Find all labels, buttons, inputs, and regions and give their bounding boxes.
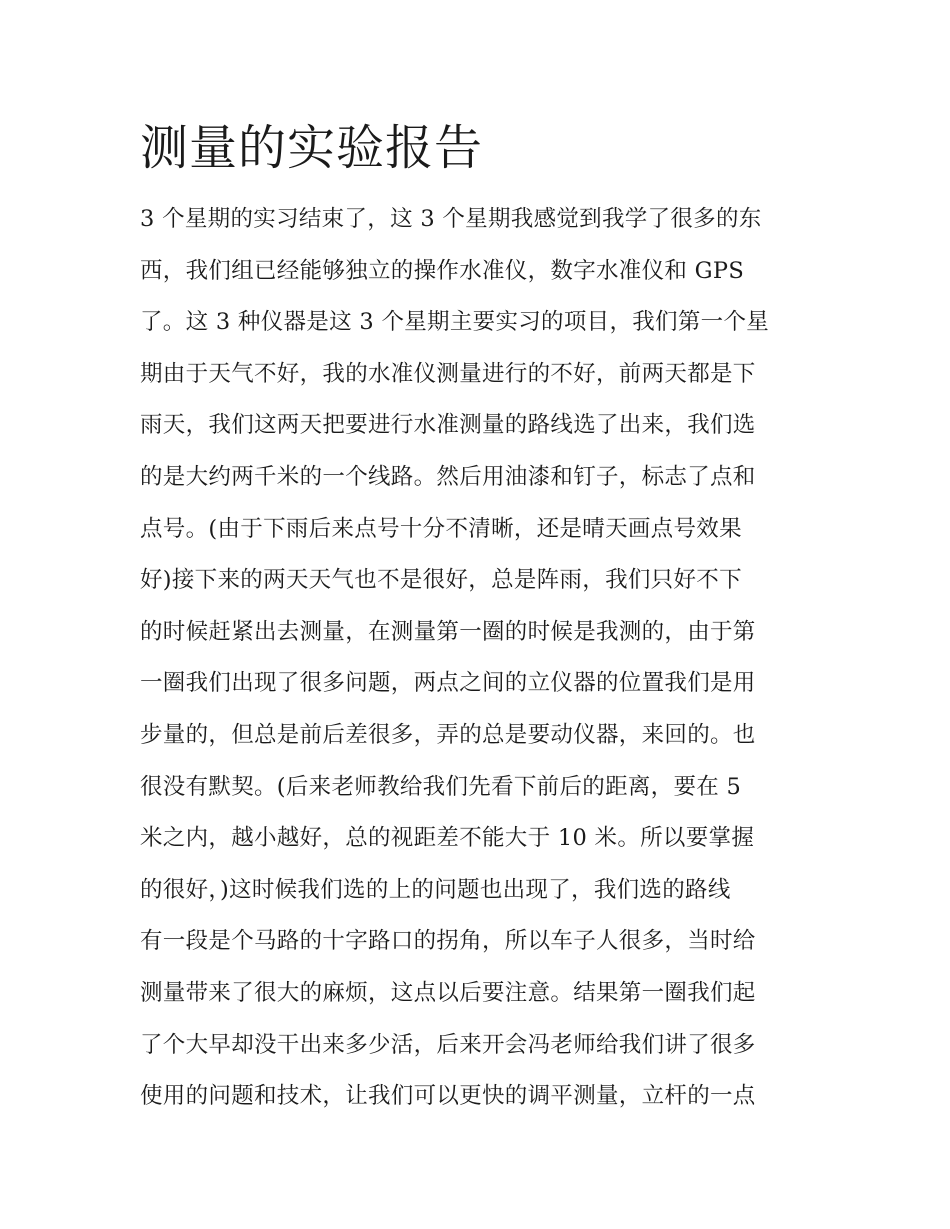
body-line: 3 个星期的实习结束了，这 3 个星期我感觉到我学了很多的东 [140, 206, 762, 232]
body-line: 米之内，越小越好，总的视距差不能大于 10 米。所以要掌握 [140, 825, 755, 852]
document-body [140, 194, 820, 1123]
body-line: 步量的，但总是前后差很多，弄的总是要动仪器，来回的。也 [140, 721, 756, 748]
body-line: 的是大约两千米的一个线路。然后用油漆和钉子，标志了点和 [140, 463, 756, 490]
body-line: 很没有默契。(后来老师教给我们先看下前后的距离，要在 5 [140, 773, 742, 800]
body-line: 的很好，)这时候我们选的上的问题也出现了，我们选的路线 [140, 876, 731, 903]
body-line: 好)接下来的两天天气也不是很好，总是阵雨，我们只好不下 [140, 567, 742, 594]
body-line: 了个大早却没干出来多少活，后来开会冯老师给我们讲了很多 [140, 1031, 756, 1058]
body-line: 了。这 3 种仪器是这 3 个星期主要实习的项目，我们第一个星 [140, 309, 770, 336]
body-line: 西，我们组已经能够独立的操作水准仪，数字水准仪和 GPS [140, 257, 745, 284]
body-line: 一圈我们出现了很多问题，两点之间的立仪器的位置我们是用 [140, 670, 756, 697]
body-line: 的时候赶紧出去测量，在测量第一圈的时候是我测的，由于第 [140, 618, 756, 645]
body-line: 有一段是个马路的十字路口的拐角，所以车子人很多，当时给 [140, 928, 756, 955]
body-line: 雨天，我们这两天把要进行水准测量的路线选了出来，我们选 [140, 412, 756, 439]
body-line: 点号。(由于下雨后来点号十分不清晰，还是晴天画点号效果 [140, 515, 742, 542]
body-line: 期由于天气不好，我的水准仪测量进行的不好，前两天都是下 [140, 360, 756, 387]
body-line: 使用的问题和技术，让我们可以更快的调平测量，立杆的一点 [140, 1083, 756, 1110]
document-page [140, 112, 820, 1123]
body-line: 测量带来了很大的麻烦，这点以后要注意。结果第一圈我们起 [140, 979, 756, 1006]
document-title: 测量的实验报告 [140, 120, 484, 176]
